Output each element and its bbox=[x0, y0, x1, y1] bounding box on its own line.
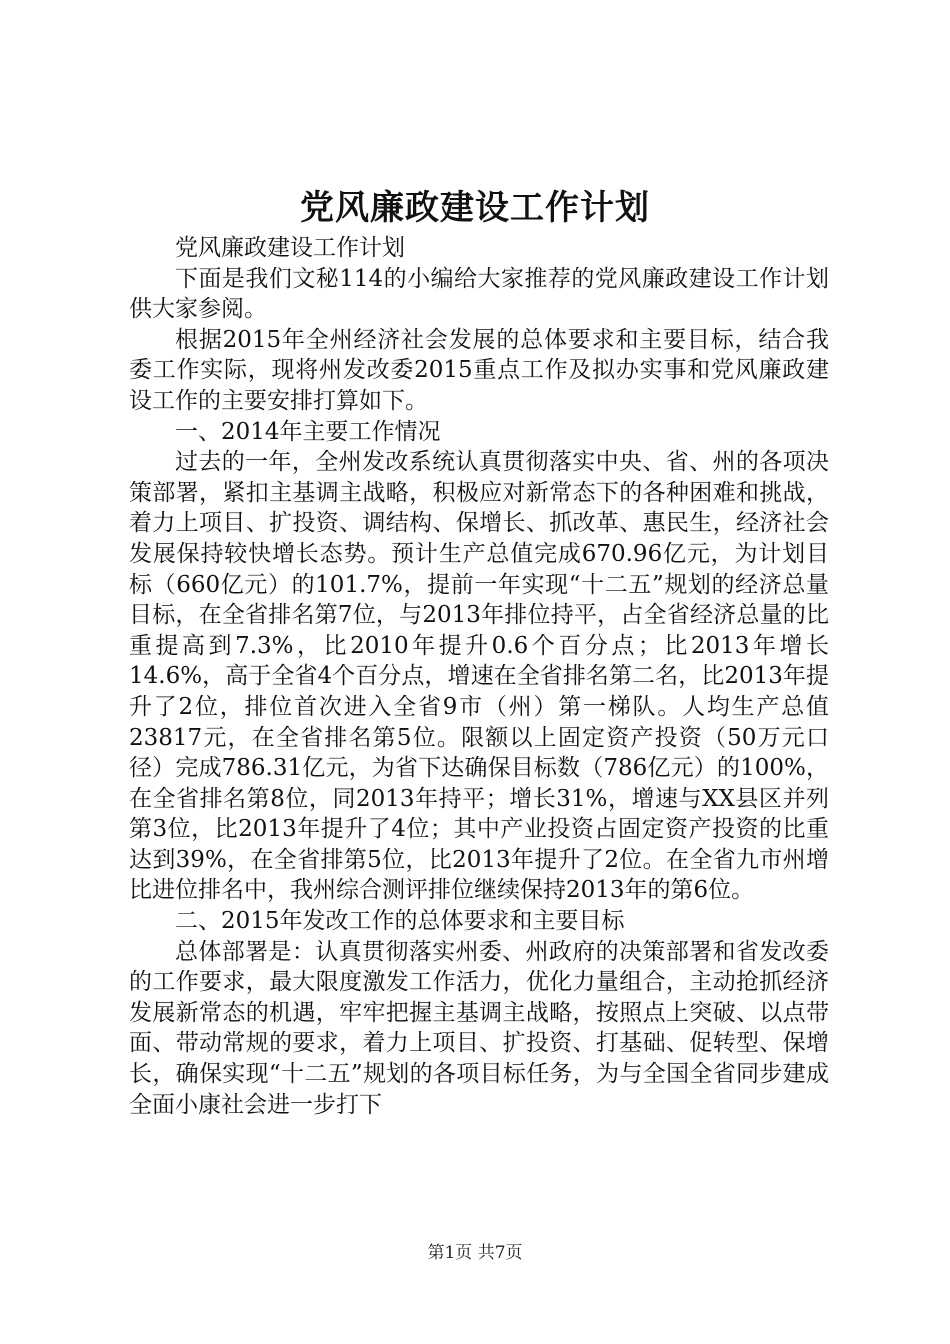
paragraph-2015-deployment: 总体部署是：认真贯彻落实州委、州政府的决策部署和省发改委的工作要求，最大限度激发工作活力，优化力量组合，主动抢抓经济发展新常态的机遇，牢牢把握主基调主战略，按照点上突破、以点带面、带动常规的要求，着力上项目、扩投资、打基础、促转型、保增长，确保实现“十二五”规划的各项目标任务，为与全国全省同步建成全面小康社会进一步打下 bbox=[129, 938, 829, 1118]
section-heading-1: 一、2014年主要工作情况 bbox=[175, 418, 441, 445]
paragraph-basis: 根据2015年全州经济社会发展的总体要求和主要目标，结合我委工作实际，现将州发改委2015重点工作及拟办实事和党风廉政建设工作的主要安排打算如下。 bbox=[129, 326, 829, 414]
paragraph-intro: 下面是我们文秘114的小编给大家推荐的党风廉政建设工作计划供大家参阅。 bbox=[129, 265, 829, 323]
page-footer: 第1页 共7页 bbox=[427, 1243, 523, 1263]
document-body bbox=[129, 233, 829, 1120]
paragraph-2014-review: 过去的一年，全州发改系统认真贯彻落实中央、省、州的各项决策部署，紧扣主基调主战略，积极应对新常态下的各种困难和挑战，着力上项目、扩投资、调结构、保增长、抓改革、惠民生，经济社会发展保持较快增长态势。预计生产总值完成670.96亿元，为计划目标（660亿元）的101.7%，提前一年实现“十二五”规划的经济总量目标，在全省排名第7位，与2013年排位持平，占全省经济总量的比重提高到7.3%，比2010年提升0.6个百分点；比2013年增长14.6%，高于全省4个百分点，增速在全省排名第二名，比2013年提升了2位，排位首次进入全省9市（州）第一梯队。人均生产总值23817元，在全省排名第5位。限额以上固定资产投资（50万元口径）完成786.31亿元，为省下达确保目标数（786亿元）的100%，在全省排名第8位，同2013年持平；增长31%，增速与XX县区并列第3位，比2013年提升了4位；其中产业投资占固定资产投资的比重达到39%，在全省排第5位，比2013年提升了2位。在全省九市州增比进位排名中，我州综合测评排位继续保持2013年的第6位。 bbox=[129, 449, 829, 904]
document-title: 党风廉政建设工作计划 bbox=[300, 188, 650, 228]
paragraph-subtitle: 党风廉政建设工作计划 bbox=[175, 235, 405, 261]
section-heading-2: 二、2015年发改工作的总体要求和主要目标 bbox=[175, 908, 625, 935]
